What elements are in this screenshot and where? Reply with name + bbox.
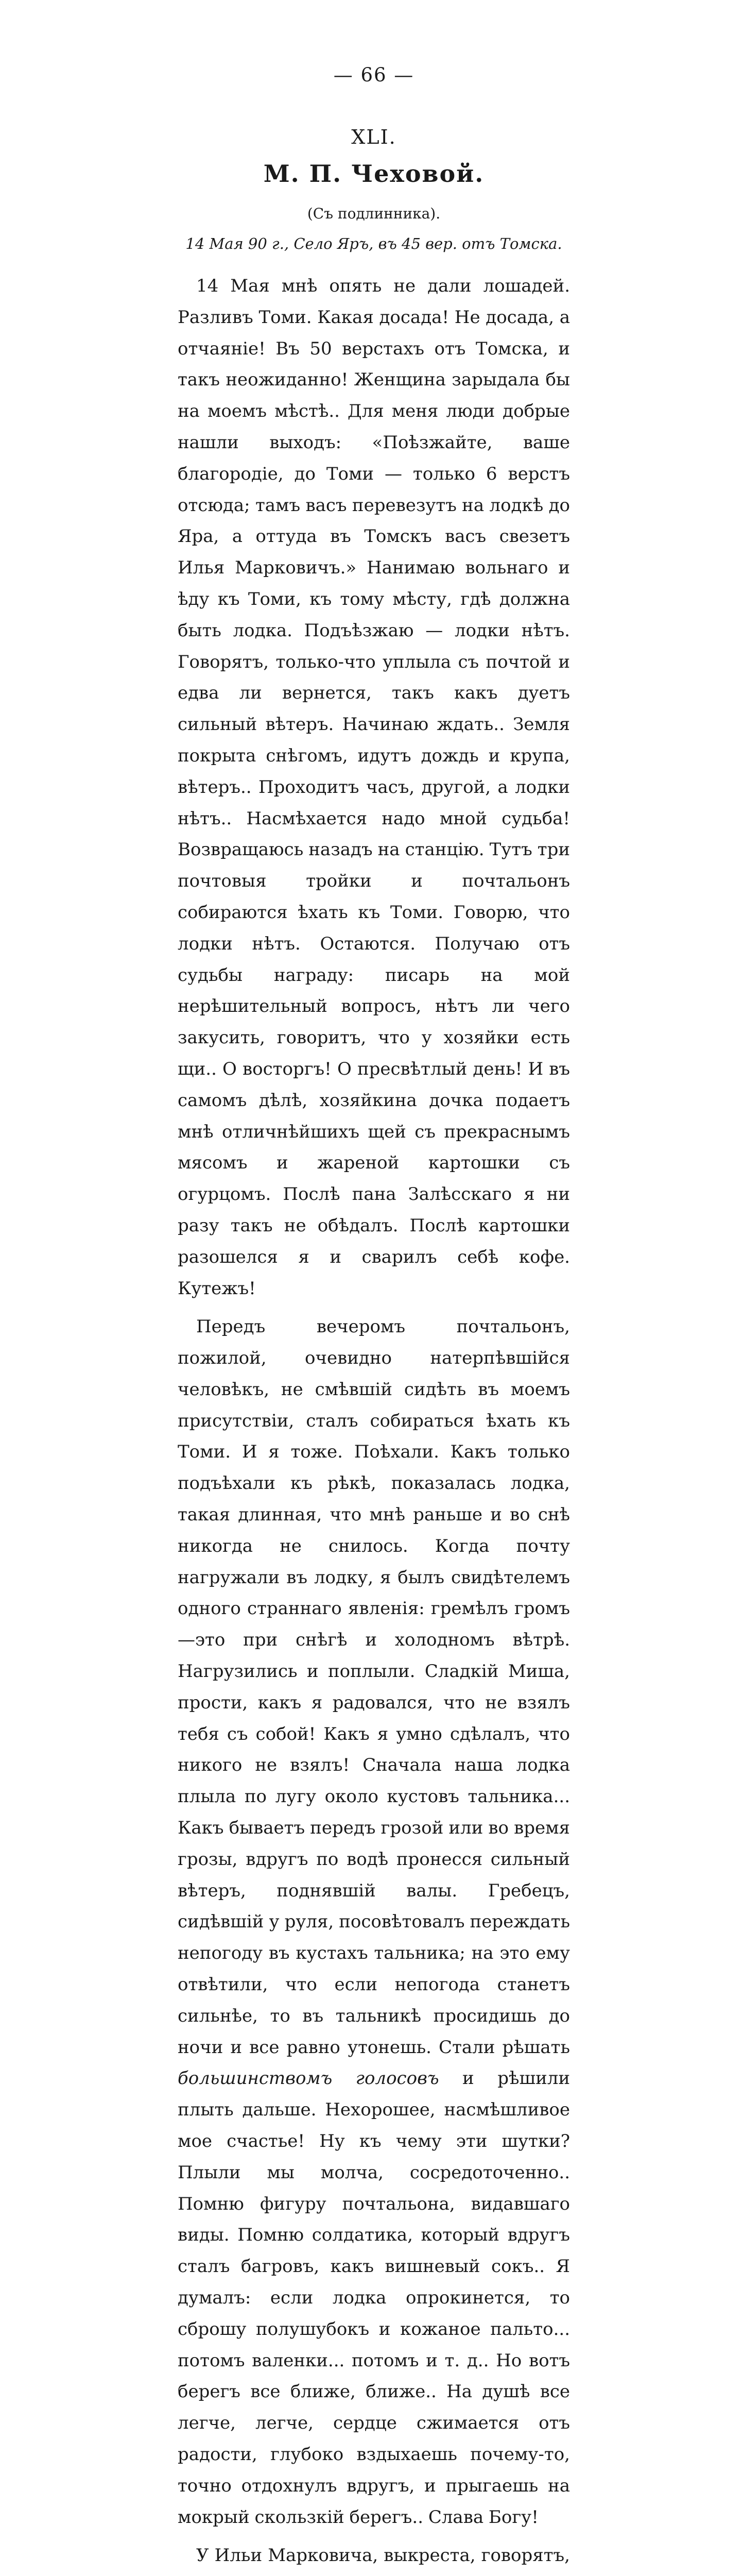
- italic-phrase: большинствомъ голосовъ: [178, 2068, 439, 2089]
- paragraph-2: [178, 1311, 570, 2533]
- page-number: — 66 —: [333, 64, 414, 86]
- letter-body: [178, 270, 570, 2576]
- letter-dateline: 14 Мая 90 г., Село Яръ, въ 45 вер. отъ Томска.: [185, 235, 562, 252]
- source-note: (Съ подлинника).: [307, 205, 441, 222]
- letter-number: XLI.: [351, 126, 396, 148]
- paragraph-3: [178, 2540, 570, 2576]
- paragraph-text: 14 Мая мнѣ опять не дали лошадей. Разливъ Томи. Какая досада! Не досада, а отчаяніе! Въ 50 верстахъ отъ Томска, и такъ неожиданно! Женщина зарыдала бы на моемъ мѣстѣ.. Для меня люди добрые нашли выходъ: «Поѣзжайте, ваше благородіе, до Томи — только 6 верстъ отсюда; тамъ васъ перевезутъ на лодкѣ до Яра, а оттуда въ Томскъ васъ свезетъ Илья Марковичъ.» Нанимаю вольнаго и ѣду къ Томи, къ тому мѣсту, гдѣ должна быть лодка. Подъѣзжаю — лодки нѣтъ. Говорятъ, только-что уплыла съ почтой и едва ли вернется, такъ какъ дуетъ сильный вѣтеръ. Начинаю ждать.. Земля покрыта снѣгомъ, идутъ дождь и крупа, вѣтеръ.. Проходитъ часъ, другой, а лодки нѣтъ.. Насмѣхается надо мной судьба! Возвращаюсь назадъ на станцію. Тутъ три почтовыя тройки и почтальонъ собираются ѣхать къ Томи. Говорю, что лодки нѣтъ. Остаются. Получаю отъ судьбы награду: писарь на мой нерѣшительный вопросъ, нѣтъ ли чего закусить, говоритъ, что у хозяйки есть щи.. О восторгъ! О пресвѣтлый день! И въ самомъ дѣлѣ, хозяйкина дочка подаетъ мнѣ отличнѣйшихъ щей съ прекраснымъ мясомъ и жареной картошки съ огурцомъ. Послѣ пана Залѣсскаго я ни разу такъ не обѣдалъ. Послѣ картошки разошелся я и сварилъ себѣ кофе. Кутежъ!: [178, 276, 570, 1299]
- paragraph-text: и рѣшили плыть дальше. Нехорошее, насмѣшливое мое счастье! Ну къ чему эти шутки? Плыли мы молча, сосредоточенно.. Помню фигуру почтальона, видавшаго виды. Помню солдатика, который вдругъ сталъ багровъ, какъ вишневый сокъ.. Я думалъ: если лодка опрокинется, то сброшу полушубокъ и кожаное пальто... потомъ валенки... потомъ и т. д.. Но вотъ берегъ все ближе, ближе.. На душѣ все легче, легче, сердце сжимается отъ радости, глубоко вздыхаешь почему-то, точно отдохнулъ вдругъ, и прыгаешь на мокрый скользкій берегъ.. Слава Богу!: [178, 2068, 570, 2528]
- book-page: [178, 0, 570, 2576]
- letter-recipient-heading: М. П. Чеховой.: [263, 160, 485, 188]
- paragraph-text: У Ильи Марковича, выкреста, говорятъ,: [196, 2545, 570, 2566]
- paragraph-1: [178, 270, 570, 1304]
- paragraph-text: Передъ вечеромъ почтальонъ, пожилой, очевидно натерпѣвшійся человѣкъ, не смѣвшій сидѣть въ моемъ присутствіи, сталъ собираться ѣхать къ Томи. И я тоже. Поѣхали. Какъ только подъѣхали къ рѣкѣ, показалась лодка, такая длинная, что мнѣ раньше и во снѣ никогда не снилось. Когда почту нагружали въ лодку, я былъ свидѣтелемъ одного страннаго явленія: гремѣлъ громъ—это при снѣгѣ и холодномъ вѣтрѣ. Нагрузились и поплыли. Сладкій Миша, прости, какъ я радовался, что не взялъ тебя съ собой! Какъ я умно сдѣлалъ, что никого не взялъ! Сначала наша лодка плыла по лугу около кустовъ тальника... Какъ бываетъ передъ грозой или во время грозы, вдругъ по водѣ пронесся сильный вѣтеръ, поднявшій валы. Гребецъ, сидѣвшій у руля, посовѣтовалъ переждать непогоду въ кустахъ тальника; на это ему отвѣтили, что если непогода станетъ сильнѣе, то въ тальникѣ просидишь до ночи и все равно утонешь. Стали рѣшать: [178, 1316, 570, 2058]
